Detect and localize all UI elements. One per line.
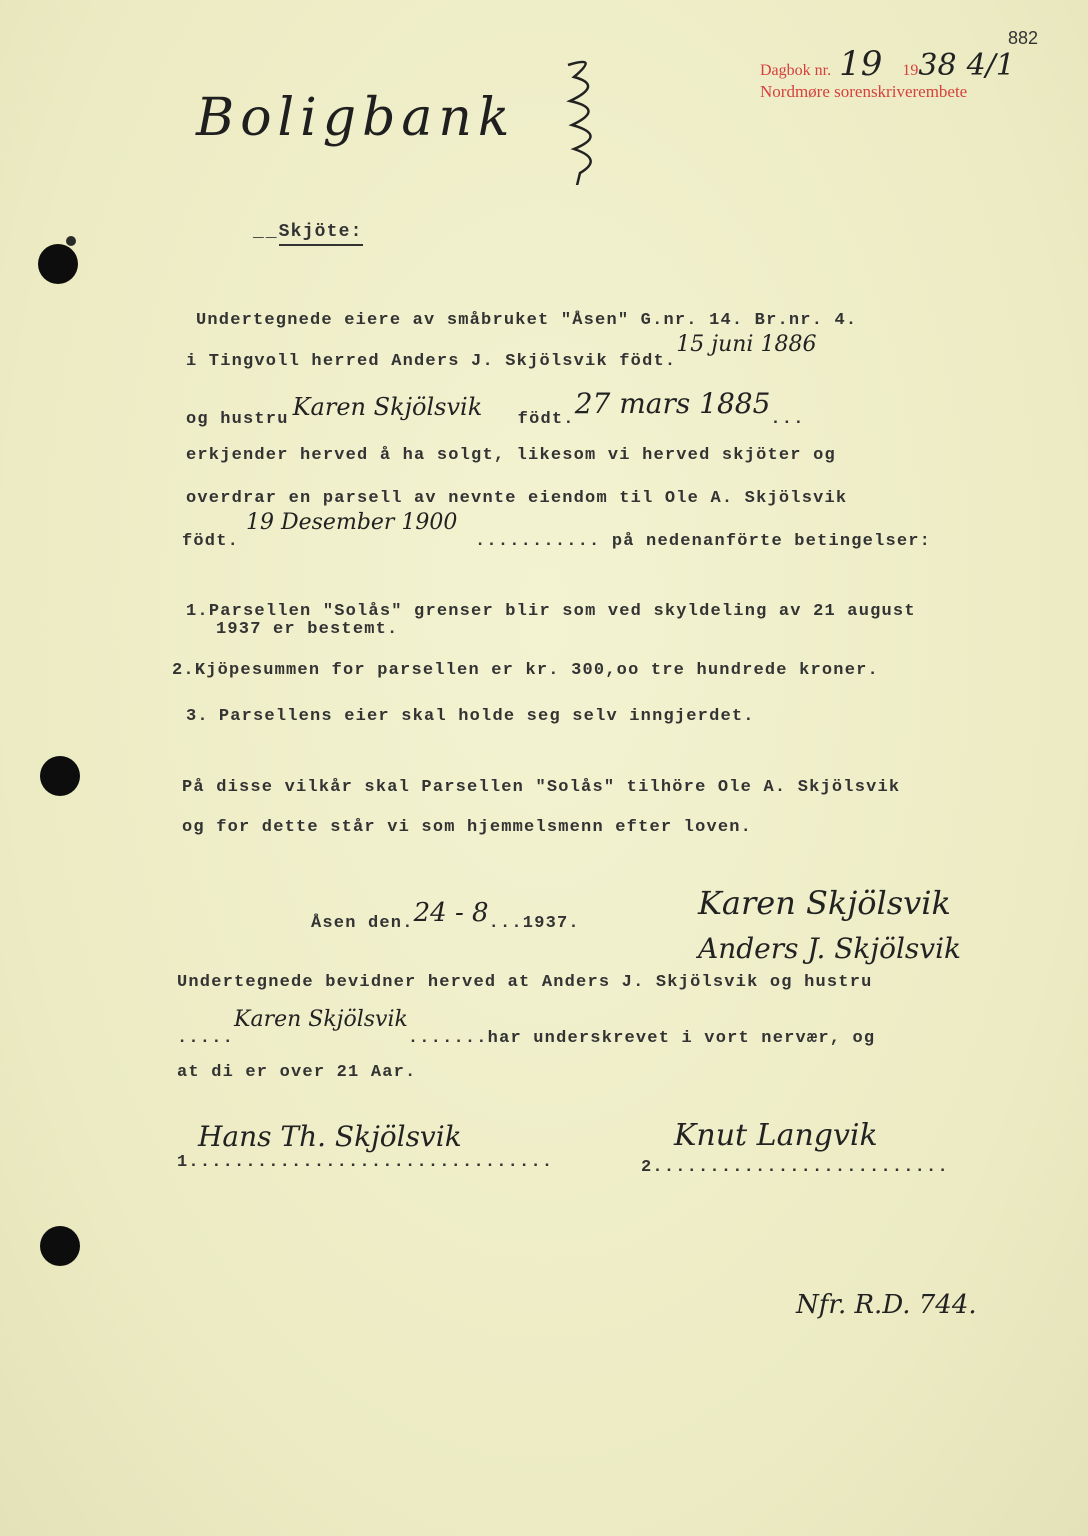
para-line-6 xyxy=(182,510,932,551)
signing-year: 1937. xyxy=(522,914,580,933)
stamp-dagbok-label: Dagbok nr. xyxy=(760,62,832,79)
witness-line-2 xyxy=(177,1007,876,1048)
buyer-birth-date: 19 Desember 1900 xyxy=(246,510,458,535)
condition-1 xyxy=(186,602,916,621)
para-line-1-text: Undertegnede eiere av småbruket "Åsen" G.nr. 14. Br.nr. 4. xyxy=(196,311,858,330)
signature-anders: Anders J. Skjölsvik xyxy=(698,932,962,965)
condition-1-cont: 1937 er bestemt. xyxy=(216,620,399,639)
para-line-3-post: födt. xyxy=(506,410,575,429)
signing-date: 24 - 8 xyxy=(413,898,489,928)
para-line-4 xyxy=(186,446,836,465)
punch-tick xyxy=(66,236,76,246)
condition-2-text: Kjöpesummen for parsellen er kr. 300,oo tre hundrede kroner. xyxy=(194,661,879,680)
para-line-6-post: ........... på nedenanförte betingelser: xyxy=(475,532,932,551)
para-line-1 xyxy=(196,311,857,330)
wife-birth-date: 27 mars 1885 xyxy=(574,387,771,420)
signature-karen: Karen Skjölsvik xyxy=(698,884,951,922)
witness-2-dots: ......................... xyxy=(663,1158,949,1177)
header-note-handwritten: Boligbank xyxy=(196,88,516,148)
scribble-mark xyxy=(560,55,610,185)
witness-line-2-lead: ..... xyxy=(177,1029,235,1048)
witness-1-num: 1. xyxy=(177,1153,200,1172)
para-line-5 xyxy=(186,489,847,508)
punch-hole-top xyxy=(38,244,78,284)
condition-1-num: 1. xyxy=(186,602,209,621)
stamp-year-prefix: 19 xyxy=(902,62,919,79)
para-line-2-text: i Tingvoll herred Anders J. Skjölsvik födt. xyxy=(186,352,677,371)
witness-2-line xyxy=(641,1158,949,1177)
condition-2-num: 2. xyxy=(172,661,195,680)
page-number: 882 xyxy=(1008,28,1039,48)
para-line-4-text: erkjender herved å ha solgt, likesom vi herved skjöter og xyxy=(186,446,836,465)
witness-2-num: 2. xyxy=(641,1158,664,1177)
stamp-date: 4/1 xyxy=(966,48,1015,83)
stamp-dagbok-number: 19 xyxy=(839,44,883,84)
para-line-6-text: födt. xyxy=(182,532,240,551)
witness-1-line xyxy=(177,1153,553,1172)
para-line-3-text: og hustru xyxy=(186,410,289,429)
para-line-2 xyxy=(186,332,817,371)
witness-line-1: Undertegnede bevidner herved at Anders J. Skjölsvik og hustru xyxy=(177,973,873,992)
witness-wife-name: Karen Skjölsvik xyxy=(234,1007,408,1032)
para-line-3-dots: ... xyxy=(770,410,805,429)
witness-line-2-text: har underskrevet i vort nervær, og xyxy=(487,1029,876,1048)
place-date-line xyxy=(311,898,580,934)
witness-1-signature: Hans Th. Skjölsvik xyxy=(198,1120,462,1153)
condition-3-text: Parsellens eier skal holde seg selv inngjerdet. xyxy=(218,707,755,726)
condition-3 xyxy=(186,707,755,726)
document-title-text: Skjöte: xyxy=(279,222,363,246)
punch-hole-bottom xyxy=(40,1226,80,1266)
witness-line-2-dots: ....... xyxy=(407,1029,488,1048)
closing-line-1: På disse vilkår skal Parsellen "Solås" tilhöre Ole A. Skjölsvik xyxy=(182,778,901,797)
husband-birth-date: 15 juni 1886 xyxy=(676,332,817,357)
condition-1-text: Parsellen "Solås" grenser blir som ved skyldeling av 21 august xyxy=(208,602,916,621)
condition-2 xyxy=(172,661,879,680)
punch-hole-middle xyxy=(40,756,80,796)
footnote-handwritten: Nfr. R.D. 744. xyxy=(796,1290,977,1320)
wife-name-handwritten: Karen Skjölsvik xyxy=(292,393,483,421)
witness-1-dots: ............................... xyxy=(199,1153,554,1172)
stamp-year-suffix: 38 xyxy=(918,48,957,83)
place-text: Åsen den. xyxy=(311,914,414,933)
witness-2-signature: Knut Langvik xyxy=(674,1118,878,1153)
condition-3-num: 3. xyxy=(186,707,209,726)
document-title: __Skjöte: xyxy=(253,222,363,242)
stamp-office: Nordmøre sorenskriverembete xyxy=(760,82,968,101)
place-date-dots: ... xyxy=(488,914,523,933)
closing-line-2: og for dette står vi som hjemmelsmenn efter loven. xyxy=(182,818,753,837)
witness-line-3: at di er over 21 Aar. xyxy=(177,1063,417,1082)
para-line-5-text: overdrar en parsell av nevnte eiendom til Ole A. Skjölsvik xyxy=(186,489,848,508)
registry-stamp xyxy=(760,44,1015,84)
para-line-3 xyxy=(186,387,805,430)
